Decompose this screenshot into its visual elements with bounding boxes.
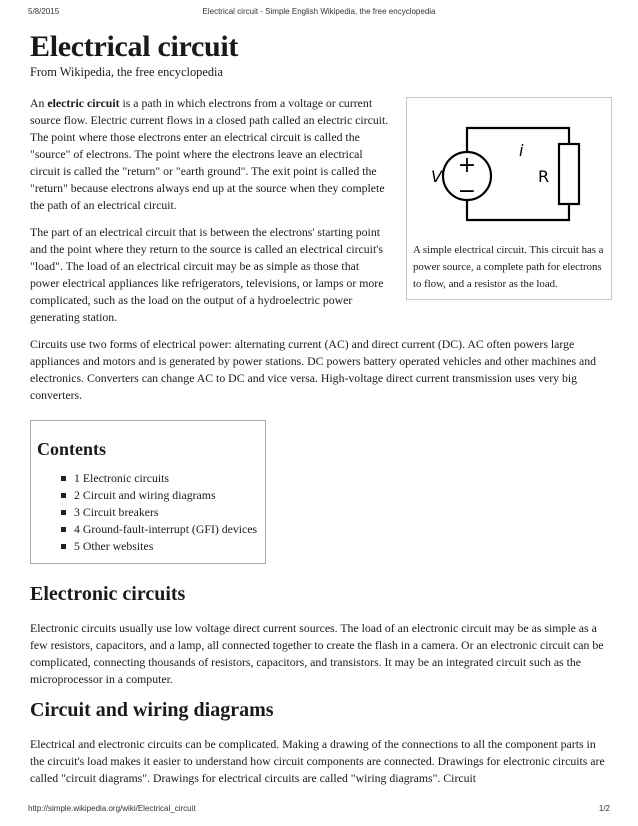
toc-list [37, 470, 259, 555]
section-heading-electronic: Electronic circuits [30, 583, 186, 605]
print-page-number: 1/2 [598, 804, 610, 813]
section-text-diagrams: Electrical and electronic circuits can be complicated. Making a drawing of the connections to all the component parts in the circuit's load makes it easier to understand how circuit components are connected. Drawings for electronic circuits are called "circuit diagrams". Drawings for electrical circuits are called "wiring diagrams". Circuit [30, 737, 605, 785]
table-of-contents [30, 420, 266, 564]
print-page-title: Electrical circuit - Simple English Wikipedia, the free encyclopedia [202, 7, 436, 16]
paragraph-ac-dc: Circuits use two forms of electrical power: alternating current (AC) and direct current (DC). AC often powers large appliances and motors and is generated by power stations. DC powers battery operated vehicles and other machines and electronics. Converters can change AC to DC and vice versa. High-voltage direct current transmission uses very big converters. [30, 337, 597, 402]
section-heading-diagrams: Circuit and wiring diagrams [30, 699, 274, 721]
intro-term: electric circuit [47, 96, 120, 110]
toc-item[interactable]: 1 Electronic circuits [61, 470, 259, 487]
circuit-wire-top [467, 128, 569, 152]
toc-item[interactable]: 5 Other websites [61, 538, 259, 555]
intro-rest: is a path in which electrons from a voltage or current source flow. Electric current flows in a closed path called an electric circuit. The point where those electrons enter an electrical circuit is called the "source" of electrons. The point where the electrons leave an electrical circuit is called the "return" or "earth ground". The exit point is called the "return" because electrons always end up at the source when they complete the path of an electrical circuit. [30, 96, 389, 212]
toc-item[interactable]: 4 Ground-fault-interrupt (GFI) devices [61, 521, 259, 538]
page-title: Electrical circuit [30, 30, 239, 63]
print-url: http://simple.wikipedia.org/wiki/Electrical_circuit [28, 804, 196, 813]
print-header [28, 7, 610, 19]
toc-item[interactable]: 2 Circuit and wiring diagrams [61, 487, 259, 504]
intro-lead: An [30, 96, 48, 110]
section-text-electronic: Electronic circuits usually use low voltage direct current sources. The load of an electronic circuit may be as simple as a few resistors, capacitors, and a lamp, all connected together to create the flash in a camera. Or an electronic circuit can be complicated, connecting thousands of resistors, capacitors, and transistors. It may be an integrated circuit such as the microprocessor in a computer. [30, 621, 604, 686]
print-footer [28, 804, 610, 816]
toc-title: Contents [37, 439, 107, 459]
print-date: 5/8/2015 [28, 7, 60, 16]
circuit-figure [406, 97, 612, 300]
toc-item[interactable]: 3 Circuit breakers [61, 504, 259, 521]
article-content [30, 30, 612, 797]
label-r: R [538, 167, 550, 186]
circuit-wire-bottom [467, 200, 569, 220]
minus-sign: − [457, 179, 477, 204]
figure-caption: A simple electrical circuit. This circuit has a power source, a complete path for electrons to flow, and a resistor as the load. [413, 244, 604, 290]
paragraph-load: The part of an electrical circuit that is between the electrons' starting point and the point where they return to the source is called an electrical circuit's "load". The load of an electrical circuit may be as simple as those that power electrical appliances like refrigerators, televisions, or lamps or more complicated, such as the load on the output of a hydroelectric power generating station. [30, 225, 384, 324]
circuit-diagram [419, 106, 599, 236]
plus-sign: + [457, 153, 477, 178]
label-v: V [431, 167, 442, 186]
page-subtitle: From Wikipedia, the free encyclopedia [30, 65, 223, 79]
resistor-symbol [559, 144, 579, 204]
label-i: i [519, 141, 524, 160]
